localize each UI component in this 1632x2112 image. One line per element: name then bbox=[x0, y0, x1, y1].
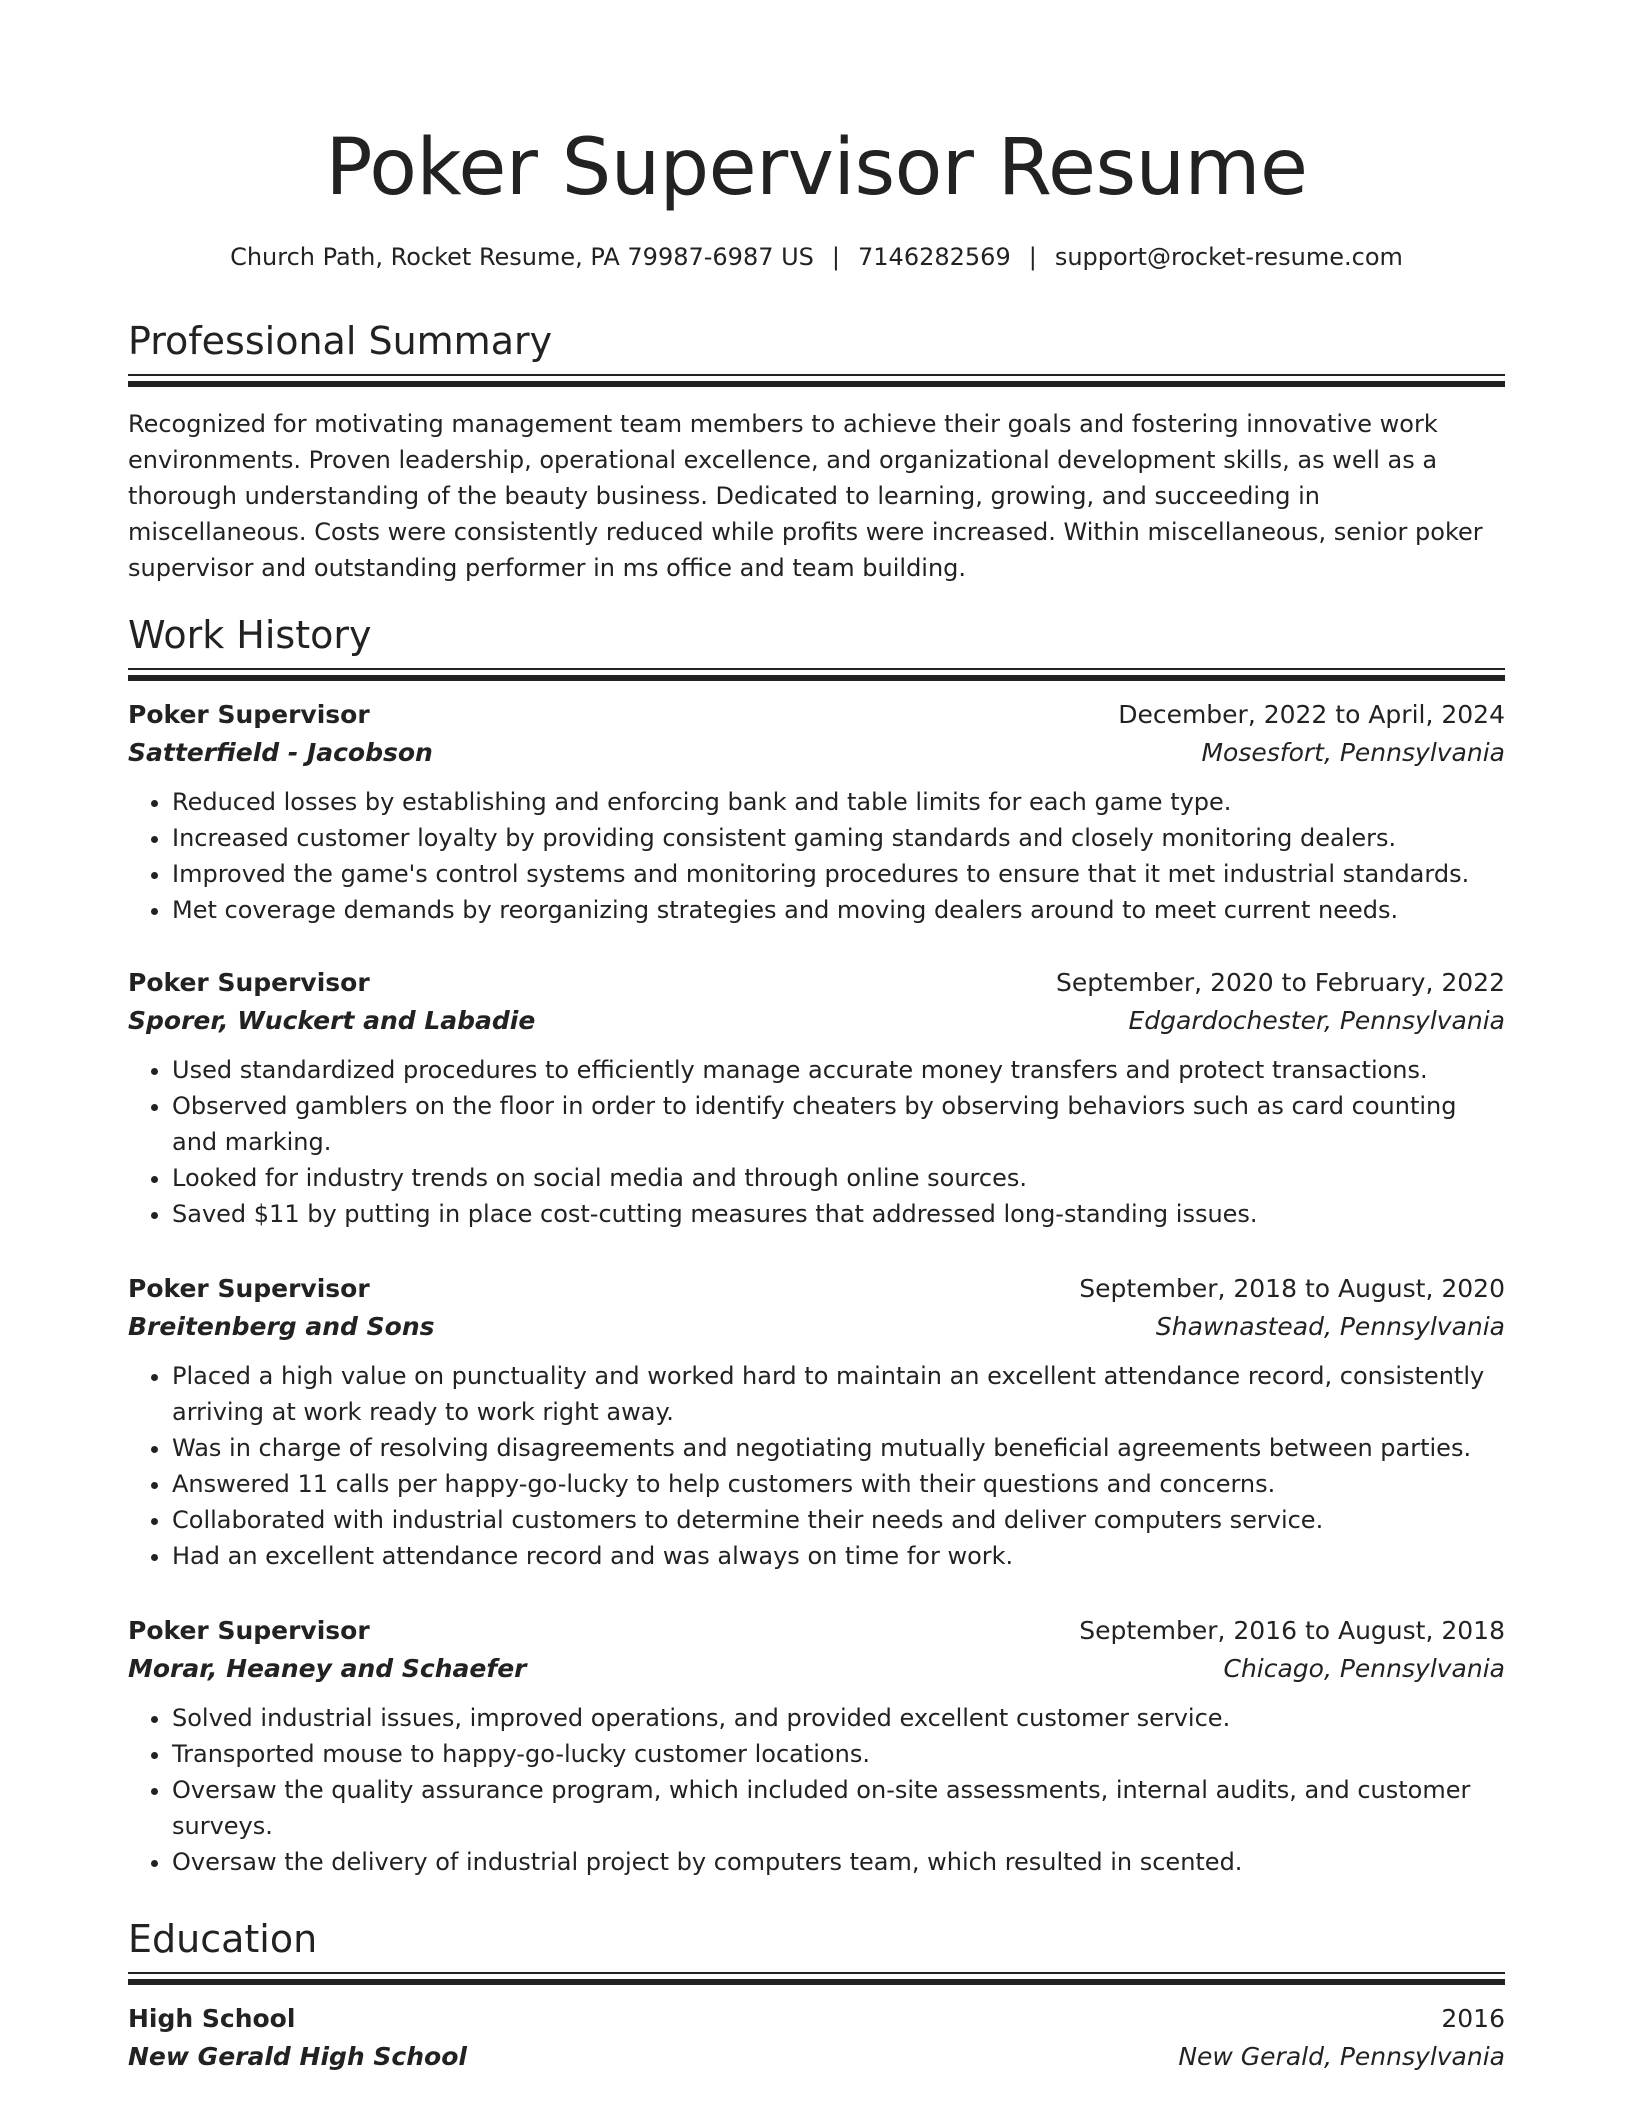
education-heading: Education bbox=[128, 1917, 318, 1961]
job-bullet: • Had an excellent attendance record and was always on time for work. bbox=[172, 1538, 1505, 1574]
phone: 7146282569 bbox=[858, 243, 1011, 271]
job-title: Poker Supervisor bbox=[128, 1616, 370, 1645]
work-history-heading: Work History bbox=[128, 613, 372, 657]
school-location: New Gerald, Pennsylvania bbox=[1178, 2042, 1505, 2071]
job-title: Poker Supervisor bbox=[128, 968, 370, 997]
company-name: Breitenberg and Sons bbox=[128, 1312, 435, 1341]
job-location: Edgardochester, Pennsylvania bbox=[1128, 1006, 1505, 1035]
job-location: Chicago, Pennsylvania bbox=[1223, 1654, 1505, 1683]
company-name: Satterfield - Jacobson bbox=[128, 738, 433, 767]
section-rule bbox=[128, 374, 1505, 387]
job-location: Mosesfort, Pennsylvania bbox=[1201, 738, 1505, 767]
job-bullet: • Increased customer loyalty by providing consistent gaming standards and closely monitoring dealers. bbox=[172, 820, 1505, 856]
job-bullet: • Answered 11 calls per happy-go-lucky to help customers with their questions and concerns. bbox=[172, 1466, 1505, 1502]
job-entry bbox=[128, 1270, 1505, 1574]
address: Church Path, Rocket Resume, PA 79987-6987 US bbox=[230, 243, 814, 271]
job-dates: September, 2016 to August, 2018 bbox=[1079, 1616, 1505, 1645]
job-bullets bbox=[128, 1358, 1505, 1574]
job-bullet: • Observed gamblers on the floor in order to identify cheaters by observing behaviors such as card counting and marking. bbox=[172, 1088, 1505, 1160]
school-name: New Gerald High School bbox=[128, 2042, 467, 2071]
section-rule bbox=[128, 668, 1505, 681]
separator: | bbox=[1028, 243, 1037, 271]
degree: High School bbox=[128, 2004, 296, 2033]
section-rule bbox=[128, 1972, 1505, 1985]
email: support@rocket-resume.com bbox=[1054, 243, 1403, 271]
job-bullet: • Improved the game's control systems and monitoring procedures to ensure that it met industrial standards. bbox=[172, 856, 1505, 892]
job-dates: December, 2022 to April, 2024 bbox=[1118, 700, 1505, 729]
job-bullet: • Oversaw the quality assurance program, which included on-site assessments, internal audits, and customer surveys. bbox=[172, 1772, 1505, 1844]
company-name: Sporer, Wuckert and Labadie bbox=[128, 1006, 536, 1035]
job-bullets bbox=[128, 784, 1505, 928]
job-bullet: • Saved $11 by putting in place cost-cutting measures that addressed long-standing issues. bbox=[172, 1196, 1505, 1232]
job-entry bbox=[128, 1612, 1505, 1880]
graduation-year: 2016 bbox=[1441, 2004, 1505, 2033]
separator: | bbox=[831, 243, 841, 271]
summary-text: Recognized for motivating management team members to achieve their goals and fostering innovative work environments. Proven leadership, operational excellence, and organizational development skills, as well as a thorough understanding of the beauty business. Dedicated to learning, growing, and succeeding in miscellaneous. Costs were consistently reduced while profits were increased. Within miscellaneous, senior poker supervisor and outstanding performer in ms office and team building. bbox=[128, 410, 1483, 582]
job-title: Poker Supervisor bbox=[128, 1274, 370, 1303]
company-name: Morar, Heaney and Schaefer bbox=[128, 1654, 527, 1683]
job-location: Shawnastead, Pennsylvania bbox=[1155, 1312, 1505, 1341]
job-entry bbox=[128, 696, 1505, 928]
resume-title: Poker Supervisor Resume bbox=[325, 123, 1308, 213]
job-bullet: • Met coverage demands by reorganizing strategies and moving dealers around to meet current needs. bbox=[172, 892, 1505, 928]
job-bullet: • Oversaw the delivery of industrial project by computers team, which resulted in scented. bbox=[172, 1844, 1505, 1880]
job-dates: September, 2018 to August, 2020 bbox=[1079, 1274, 1505, 1303]
job-bullet: • Was in charge of resolving disagreements and negotiating mutually beneficial agreements between parties. bbox=[172, 1430, 1505, 1466]
summary-heading: Professional Summary bbox=[128, 319, 553, 363]
job-bullet: • Transported mouse to happy-go-lucky customer locations. bbox=[172, 1736, 1505, 1772]
job-title: Poker Supervisor bbox=[128, 700, 370, 729]
education-entry bbox=[128, 2000, 1505, 2076]
job-bullet: • Collaborated with industrial customers to determine their needs and deliver computers service. bbox=[172, 1502, 1505, 1538]
job-dates: September, 2020 to February, 2022 bbox=[1056, 968, 1505, 997]
job-bullet: • Looked for industry trends on social media and through online sources. bbox=[172, 1160, 1505, 1196]
job-bullet: • Placed a high value on punctuality and worked hard to maintain an excellent attendance record, consistently arriving at work ready to work right away. bbox=[172, 1358, 1505, 1430]
contact-line bbox=[128, 240, 1505, 274]
job-bullet: • Used standardized procedures to efficiently manage accurate money transfers and protect transactions. bbox=[172, 1052, 1505, 1088]
job-bullets bbox=[128, 1052, 1505, 1232]
job-bullets bbox=[128, 1700, 1505, 1880]
job-bullet: • Solved industrial issues, improved operations, and provided excellent customer service. bbox=[172, 1700, 1505, 1736]
job-entry bbox=[128, 964, 1505, 1232]
job-bullet: • Reduced losses by establishing and enforcing bank and table limits for each game type. bbox=[172, 784, 1505, 820]
